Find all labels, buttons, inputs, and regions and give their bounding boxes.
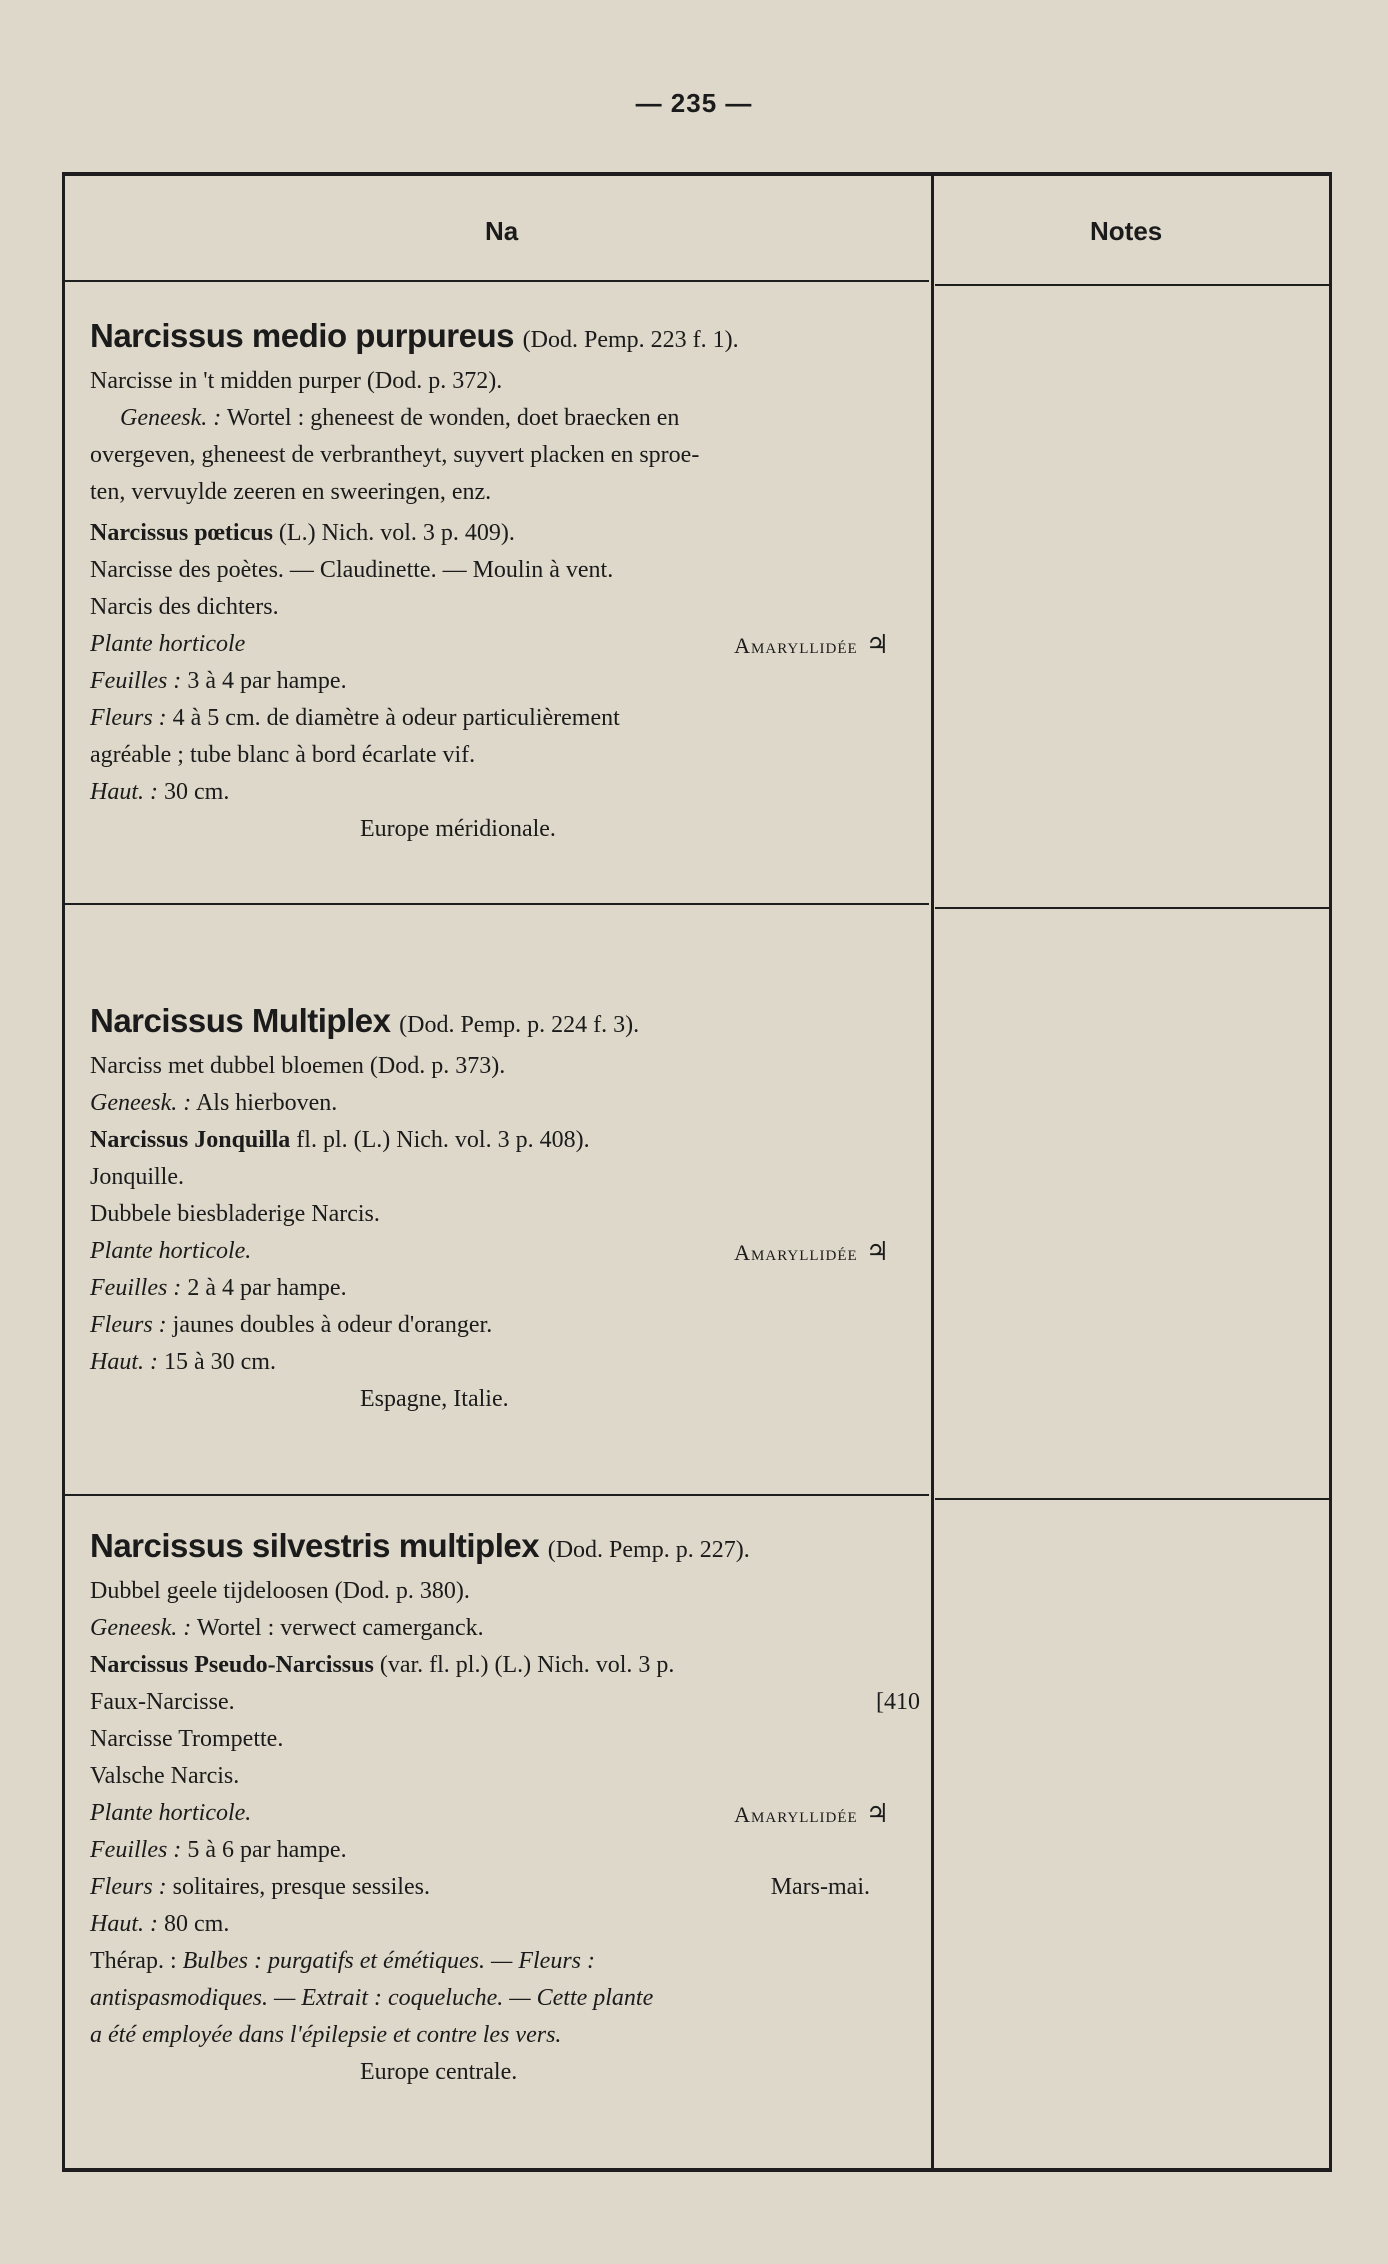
feuilles-value: 3 à 4 par hampe. xyxy=(187,668,347,694)
scientific-ref: (var. fl. pl.) (L.) Nich. vol. 3 p. xyxy=(379,1652,675,1678)
header-rule-left xyxy=(65,280,929,282)
dutch-name: Narciss met dubbel bloemen (Dod. p. 373). xyxy=(90,1053,506,1079)
therap-text: Bulbes : purgatifs et émétiques. — Fleurs : xyxy=(182,1948,596,1974)
fleurs-value-line-2: agréable ; tube blanc à bord écarlate vif. xyxy=(90,742,476,768)
entry-rule-left xyxy=(65,1494,929,1496)
plante-label: Plante horticole. xyxy=(90,1238,252,1264)
feuilles-value: 5 à 6 par hampe. xyxy=(187,1837,347,1863)
therap-label: Thérap. : xyxy=(90,1948,177,1974)
fleurs-value: solitaires, presque sessiles. xyxy=(172,1874,430,1900)
entry-silvestris-multiplex xyxy=(90,1523,920,2091)
common-name-fr: Faux-Narcisse. xyxy=(90,1689,235,1715)
feuilles-label: Feuilles : xyxy=(90,1837,182,1863)
haut-value: 30 cm. xyxy=(164,779,230,805)
common-name-nl: Narcis des dichters. xyxy=(90,594,279,620)
family-name: Amaryllidée xyxy=(734,1802,858,1827)
header-rule-right xyxy=(935,284,1330,286)
geneesk-text-line-3: ten, vervuylde zeeren en sweeringen, enz. xyxy=(90,479,492,505)
geneesk-label: Geneesk. : xyxy=(90,1615,192,1641)
page-number: — 235 — xyxy=(635,88,753,118)
origin: Europe méridionale. xyxy=(360,816,556,842)
fleurs-label: Fleurs : xyxy=(90,705,167,731)
haut-label: Haut. : xyxy=(90,1349,158,1375)
common-name-nl: Valsche Narcis. xyxy=(90,1763,240,1789)
haut-value: 15 à 30 cm. xyxy=(164,1349,276,1375)
entry-rule-right xyxy=(935,907,1330,909)
entry-title-name: Narcissus medio purpureus xyxy=(90,317,514,354)
scientific-name: Narcissus pœticus xyxy=(90,520,273,546)
fleurs-value: 4 à 5 cm. de diamètre à odeur particulièrement xyxy=(172,705,620,731)
family-tag xyxy=(734,1233,890,1271)
entry-title-name: Narcissus Multiplex xyxy=(90,1002,391,1039)
family-name: Amaryllidée xyxy=(734,633,858,658)
scientific-page: [410 xyxy=(876,1689,920,1715)
entry-medio-purpureus xyxy=(90,313,920,848)
dutch-name: Dubbel geele tijdeloosen (Dod. p. 380). xyxy=(90,1578,470,1604)
scientific-name: Narcissus Pseudo-Narcissus xyxy=(90,1652,374,1678)
scientific-ref: fl. pl. (L.) Nich. vol. 3 p. 408). xyxy=(296,1127,590,1153)
perennial-symbol-icon: ♃ xyxy=(865,1799,890,1828)
dutch-name: Narcisse in 't midden purper (Dod. p. 372). xyxy=(90,368,503,394)
feuilles-value: 2 à 4 par hampe. xyxy=(187,1275,347,1301)
haut-label: Haut. : xyxy=(90,1911,158,1937)
geneesk-label: Geneesk. : xyxy=(120,405,222,431)
scientific-name: Narcissus Jonquilla xyxy=(90,1127,291,1153)
common-name-fr: Narcisse des poètes. — Claudinette. — Moulin à vent. xyxy=(90,557,614,583)
origin: Espagne, Italie. xyxy=(360,1386,509,1412)
family-name: Amaryllidée xyxy=(734,1240,858,1265)
entry-title-ref: (Dod. Pemp. p. 224 f. 3). xyxy=(399,1012,640,1038)
common-name-fr-2: Narcisse Trompette. xyxy=(90,1726,284,1752)
origin: Europe centrale. xyxy=(360,2059,518,2085)
family-tag xyxy=(734,626,890,664)
fleurs-label: Fleurs : xyxy=(90,1874,167,1900)
entry-title-ref: (Dod. Pemp. 223 f. 1). xyxy=(522,327,739,353)
plante-label: Plante horticole. xyxy=(90,1800,252,1826)
geneesk-text: Wortel : verwect camerganck. xyxy=(196,1615,484,1641)
flowering-season: Mars-mai. xyxy=(770,1874,870,1900)
entry-multiplex xyxy=(90,998,920,1418)
entry-title-ref: (Dod. Pemp. p. 227). xyxy=(547,1537,750,1563)
geneesk-text: Wortel : gheneest de wonden, doet braecken en xyxy=(226,405,680,431)
family-tag xyxy=(734,1795,890,1833)
scientific-ref: (L.) Nich. vol. 3 p. 409). xyxy=(278,520,515,546)
species-table xyxy=(62,172,1332,2172)
therap-text-line-2: antispasmodiques. — Extrait : coqueluche. — Cette plante xyxy=(90,1985,654,2011)
fleurs-label: Fleurs : xyxy=(90,1312,167,1338)
entry-title xyxy=(90,998,920,1048)
entry-title xyxy=(90,313,920,363)
common-name-fr: Jonquille. xyxy=(90,1164,184,1190)
column-divider xyxy=(931,176,934,2168)
haut-value: 80 cm. xyxy=(164,1911,230,1937)
feuilles-label: Feuilles : xyxy=(90,668,182,694)
haut-label: Haut. : xyxy=(90,779,158,805)
column-header-notes: Notes xyxy=(1090,216,1163,246)
plante-label: Plante horticole xyxy=(90,631,246,657)
perennial-symbol-icon: ♃ xyxy=(865,630,890,659)
entry-rule-left xyxy=(65,903,929,905)
therap-text-line-3: a été employée dans l'épilepsie et contre les vers. xyxy=(90,2022,562,2048)
fleurs-value: jaunes doubles à odeur d'oranger. xyxy=(172,1312,493,1338)
entry-title xyxy=(90,1523,920,1573)
common-name-nl: Dubbele biesbladerige Narcis. xyxy=(90,1201,380,1227)
perennial-symbol-icon: ♃ xyxy=(865,1237,890,1266)
entry-rule-right xyxy=(935,1498,1330,1500)
geneesk-text-line-2: overgeven, gheneest de verbrantheyt, suyvert placken en sproe- xyxy=(90,442,700,468)
feuilles-label: Feuilles : xyxy=(90,1275,182,1301)
geneesk-label: Geneesk. : xyxy=(90,1090,192,1116)
column-header-na: Na xyxy=(485,216,519,246)
geneesk-text: Als hierboven. xyxy=(195,1090,338,1116)
entry-title-name: Narcissus silvestris multiplex xyxy=(90,1527,540,1564)
